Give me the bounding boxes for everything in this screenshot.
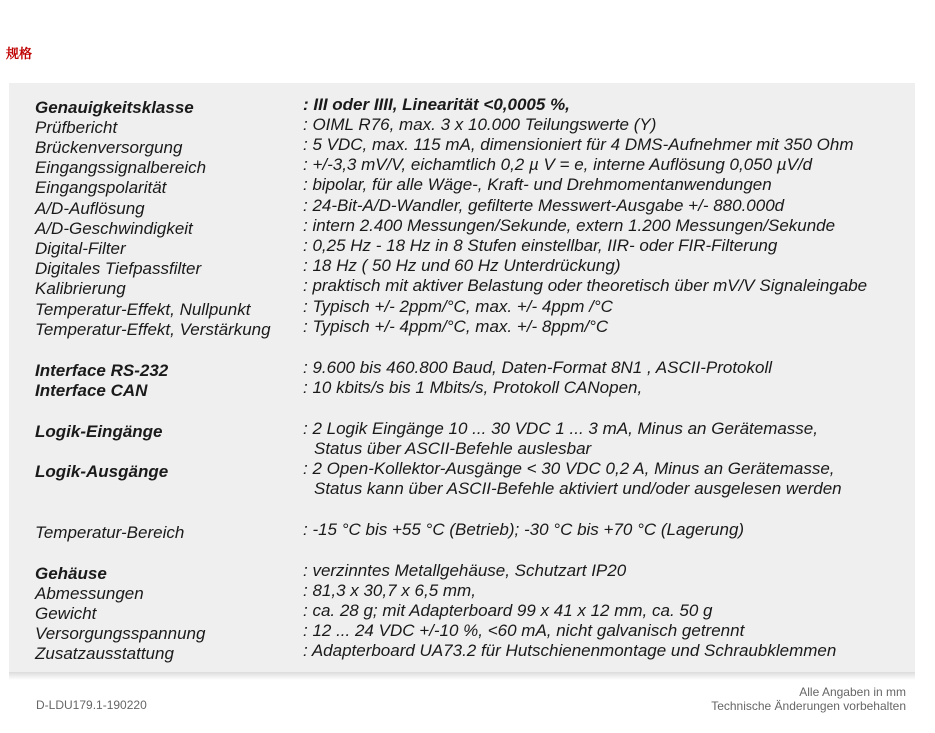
spec-table: [9, 83, 915, 672]
spec-value: : 81,3 x 30,7 x 6,5 mm,: [303, 581, 476, 600]
spec-row-temp-verstaerkung: [9, 317, 915, 342]
spec-label: Genauigkeitsklasse: [35, 98, 194, 117]
footer-note-units: Alle Angaben in mm: [799, 685, 906, 699]
table-shadow: [9, 672, 915, 680]
spec-label: Temperatur-Bereich: [35, 523, 185, 542]
spec-label: Interface RS-232: [35, 361, 169, 380]
spec-value: : 18 Hz ( 50 Hz und 60 Hz Unterdrückung): [303, 256, 621, 275]
spec-label: Digitales Tiefpassfilter: [35, 259, 202, 278]
spec-row-zusatzausstattung: [9, 641, 915, 666]
spec-label: Eingangssignalbereich: [35, 158, 207, 177]
spec-value: : Typisch +/- 4ppm/°C, max. +/- 8ppm/°C: [303, 317, 609, 336]
spec-value: : 12 ... 24 VDC +/-10 %, <60 mA, nicht galvanisch getrennt: [303, 621, 745, 640]
page-heading: 规格: [6, 47, 33, 62]
spec-row-can: [9, 378, 915, 403]
spec-value: : ca. 28 g; mit Adapterboard 99 x 41 x 12 mm, ca. 50 g: [303, 601, 713, 620]
spec-value: : 2 Logik Eingänge 10 ... 30 VDC 1 ... 3 mA, Minus an Gerätemasse, Status über ASCII-Befehle auslesbar: [303, 419, 818, 458]
spec-value: : 5 VDC, max. 115 mA, dimensioniert für 4 DMS-Aufnehmer mit 350 Ohm: [303, 135, 854, 154]
spec-value: : bipolar, für alle Wäge-, Kraft- und Drehmomentanwendungen: [303, 175, 772, 194]
spec-label: Brückenversorgung: [35, 138, 183, 157]
footer-note-changes: Technische Änderungen vorbehalten: [711, 699, 906, 713]
spec-value: : OIML R76, max. 3 x 10.000 Teilungswerte (Y): [303, 115, 657, 134]
spec-row-temperatur-bereich: [9, 520, 915, 545]
spec-label: Temperatur-Effekt, Verstärkung: [35, 320, 271, 339]
spec-label: Abmessungen: [35, 584, 144, 603]
spec-label: A/D-Auflösung: [35, 199, 145, 218]
spec-value: : praktisch mit aktiver Belastung oder theoretisch über mV/V Signaleingabe: [303, 276, 868, 295]
spec-label: Versorgungsspannung: [35, 624, 206, 643]
spec-value: : Adapterboard UA73.2 für Hutschienenmontage und Schraubklemmen: [303, 641, 837, 660]
spec-label: Kalibrierung: [35, 279, 126, 298]
spec-label: Interface CAN: [35, 381, 148, 400]
spec-value: : 9.600 bis 460.800 Baud, Daten-Format 8N1 , ASCII-Protokoll: [303, 358, 773, 377]
spec-label: Temperatur-Effekt, Nullpunkt: [35, 300, 251, 319]
spec-value: : III oder IIII, Linearität <0,0005 %,: [303, 95, 570, 114]
spec-label: Logik-Eingänge: [35, 422, 163, 441]
spec-label: Prüfbericht: [35, 118, 118, 137]
footer-notes: [711, 685, 906, 713]
spec-label: Gehäuse: [35, 564, 107, 583]
spec-value: : intern 2.400 Messungen/Sekunde, extern 1.200 Messungen/Sekunde: [303, 216, 836, 235]
spec-label: Logik-Ausgänge: [35, 462, 169, 481]
spec-value: : 2 Open-Kollektor-Ausgänge < 30 VDC 0,2 A, Minus an Gerätemasse, Status kann über ASCII-Befehle aktiviert und/oder ausgelesen werden: [303, 459, 842, 498]
spec-value: : 24-Bit-A/D-Wandler, gefilterte Messwert-Ausgabe +/- 880.000d: [303, 196, 785, 215]
spec-value: : -15 °C bis +55 °C (Betrieb); -30 °C bis +70 °C (Lagerung): [303, 520, 745, 539]
spec-row-logik-ausgaenge: [9, 459, 915, 498]
spec-value: : Typisch +/- 2ppm/°C, max. +/- 4ppm /°C: [303, 297, 613, 316]
spec-label: Eingangspolarität: [35, 178, 167, 197]
spec-label: A/D-Geschwindigkeit: [35, 219, 193, 238]
document-id: D-LDU179.1-190220: [36, 698, 147, 712]
spec-value: : 10 kbits/s bis 1 Mbits/s, Protokoll CANopen,: [303, 378, 643, 397]
spec-label: Gewicht: [35, 604, 97, 623]
spec-value: : +/-3,3 mV/V, eichamtlich 0,2 µ V = e, interne Auflösung 0,050 µV/d: [303, 155, 813, 174]
spec-value: : verzinntes Metallgehäuse, Schutzart IP20: [303, 561, 627, 580]
spec-row-logik-eingaenge: [9, 419, 915, 458]
spec-label: Digital-Filter: [35, 239, 126, 258]
spec-value: : 0,25 Hz - 18 Hz in 8 Stufen einstellbar, IIR- oder FIR-Filterung: [303, 236, 778, 255]
spec-label: Zusatzausstattung: [35, 644, 174, 663]
